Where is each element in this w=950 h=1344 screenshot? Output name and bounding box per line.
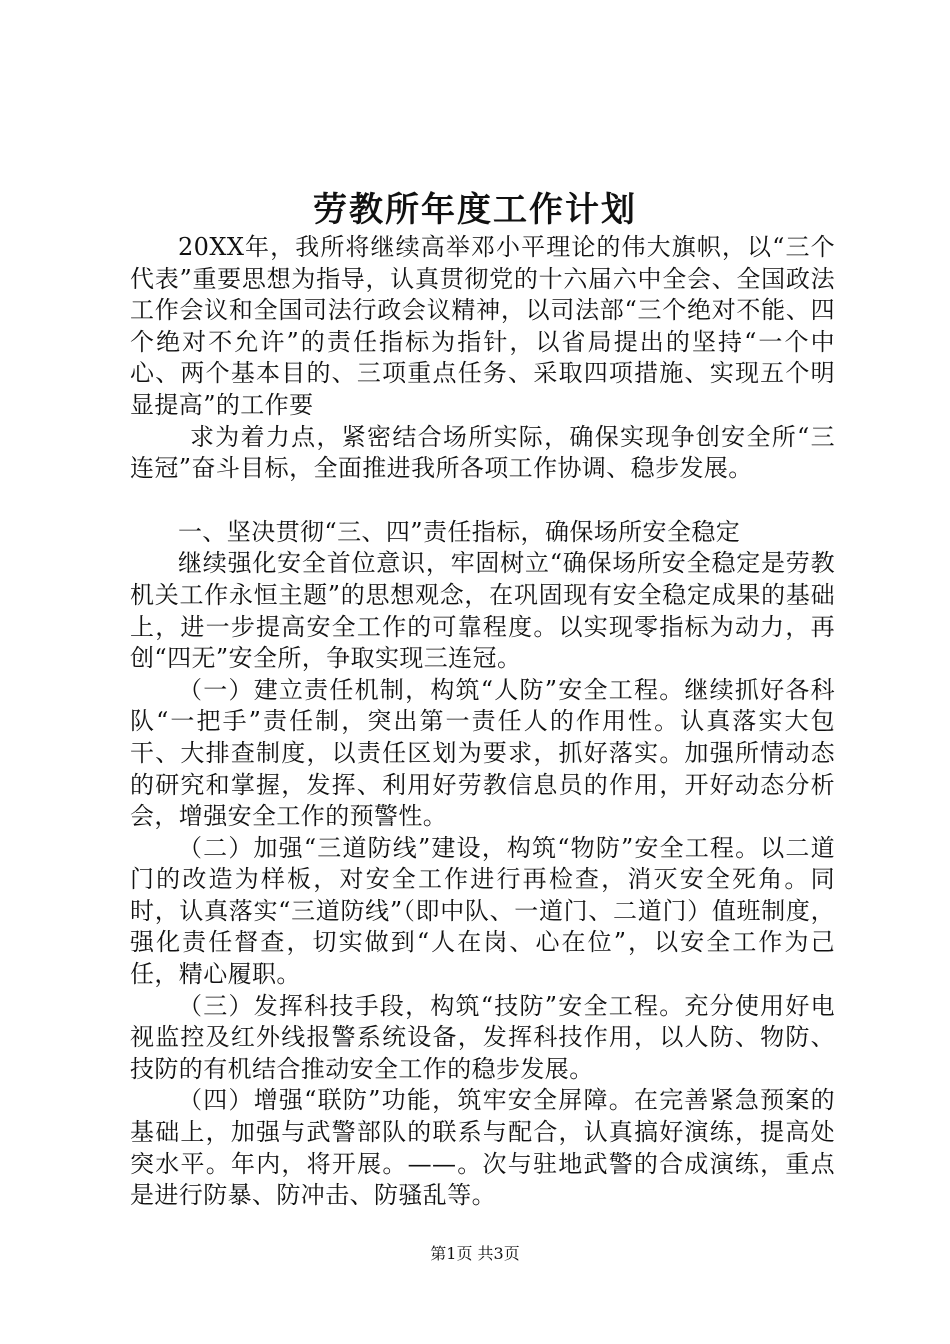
- document-title: 劳教所年度工作计划: [313, 190, 637, 230]
- intro-continuation-paragraph: 求为着力点，紧密结合场所实际，确保实现争创安全所“三连冠”奋斗目标，全面推进我所各项工作协调、稳步发展。: [130, 422, 835, 483]
- intro-paragraph: 20XX年，我所将继续高举邓小平理论的伟大旗帜，以“三个代表”重要思想为指导，认真贯彻党的十六届六中全会、全国政法工作会议和全国司法行政会议精神，以司法部“三个绝对不能、四个绝对不允许”的责任指标为指针，以省局提出的坚持“一个中心、两个基本目的、三项重点任务、采取四项措施、实现五个明显提高”的工作要: [130, 233, 835, 419]
- subsection-4-paragraph: （四）增强“联防”功能，筑牢安全屏障。在完善紧急预案的基础上，加强与武警部队的联系与配合，认真搞好演练，提高处突水平。年内，将开展。——。次与驻地武警的合成演练，重点是进行防暴、防冲击、防骚乱等。: [130, 1086, 835, 1210]
- page-footer: 第1页 共3页: [430, 1244, 520, 1263]
- subsection-2-paragraph: （二）加强“三道防线”建设，构筑“物防”安全工程。以二道门的改造为样板，对安全工作进行再检查，消灭安全死角。同时，认真落实“三道防线”（即中队、一道门、二道门）值班制度，强化责任督查，切实做到“人在岗、心在位”，以安全工作为己任，精心履职。: [130, 833, 835, 989]
- paragraph-gap: [130, 485, 835, 517]
- section-heading-1: 一、坚决贯彻“三、四”责任指标，确保场所安全稳定: [178, 517, 741, 546]
- section-1-paragraph: 继续强化安全首位意识，牢固树立“确保场所安全稳定是劳教机关工作永恒主题”的思想观念，在巩固现有安全稳定成果的基础上，进一步提高安全工作的可靠程度。以实现零指标为动力，再创“四无”安全所，争取实现三连冠。: [130, 549, 835, 673]
- document-body: [130, 232, 835, 1212]
- subsection-1-paragraph: （一）建立责任机制，构筑“人防”安全工程。继续抓好各科队“一把手”责任制，突出第一责任人的作用性。认真落实大包干、大排查制度，以责任区划为要求，抓好落实。加强所情动态的研究和掌握，发挥、利用好劳教信息员的作用，开好动态分析会，增强安全工作的预警性。: [130, 675, 835, 831]
- subsection-3-paragraph: （三）发挥科技手段，构筑“技防”安全工程。充分使用好电视监控及红外线报警系统设备，发挥科技作用，以人防、物防、技防的有机结合推动安全工作的稳步发展。: [130, 991, 835, 1083]
